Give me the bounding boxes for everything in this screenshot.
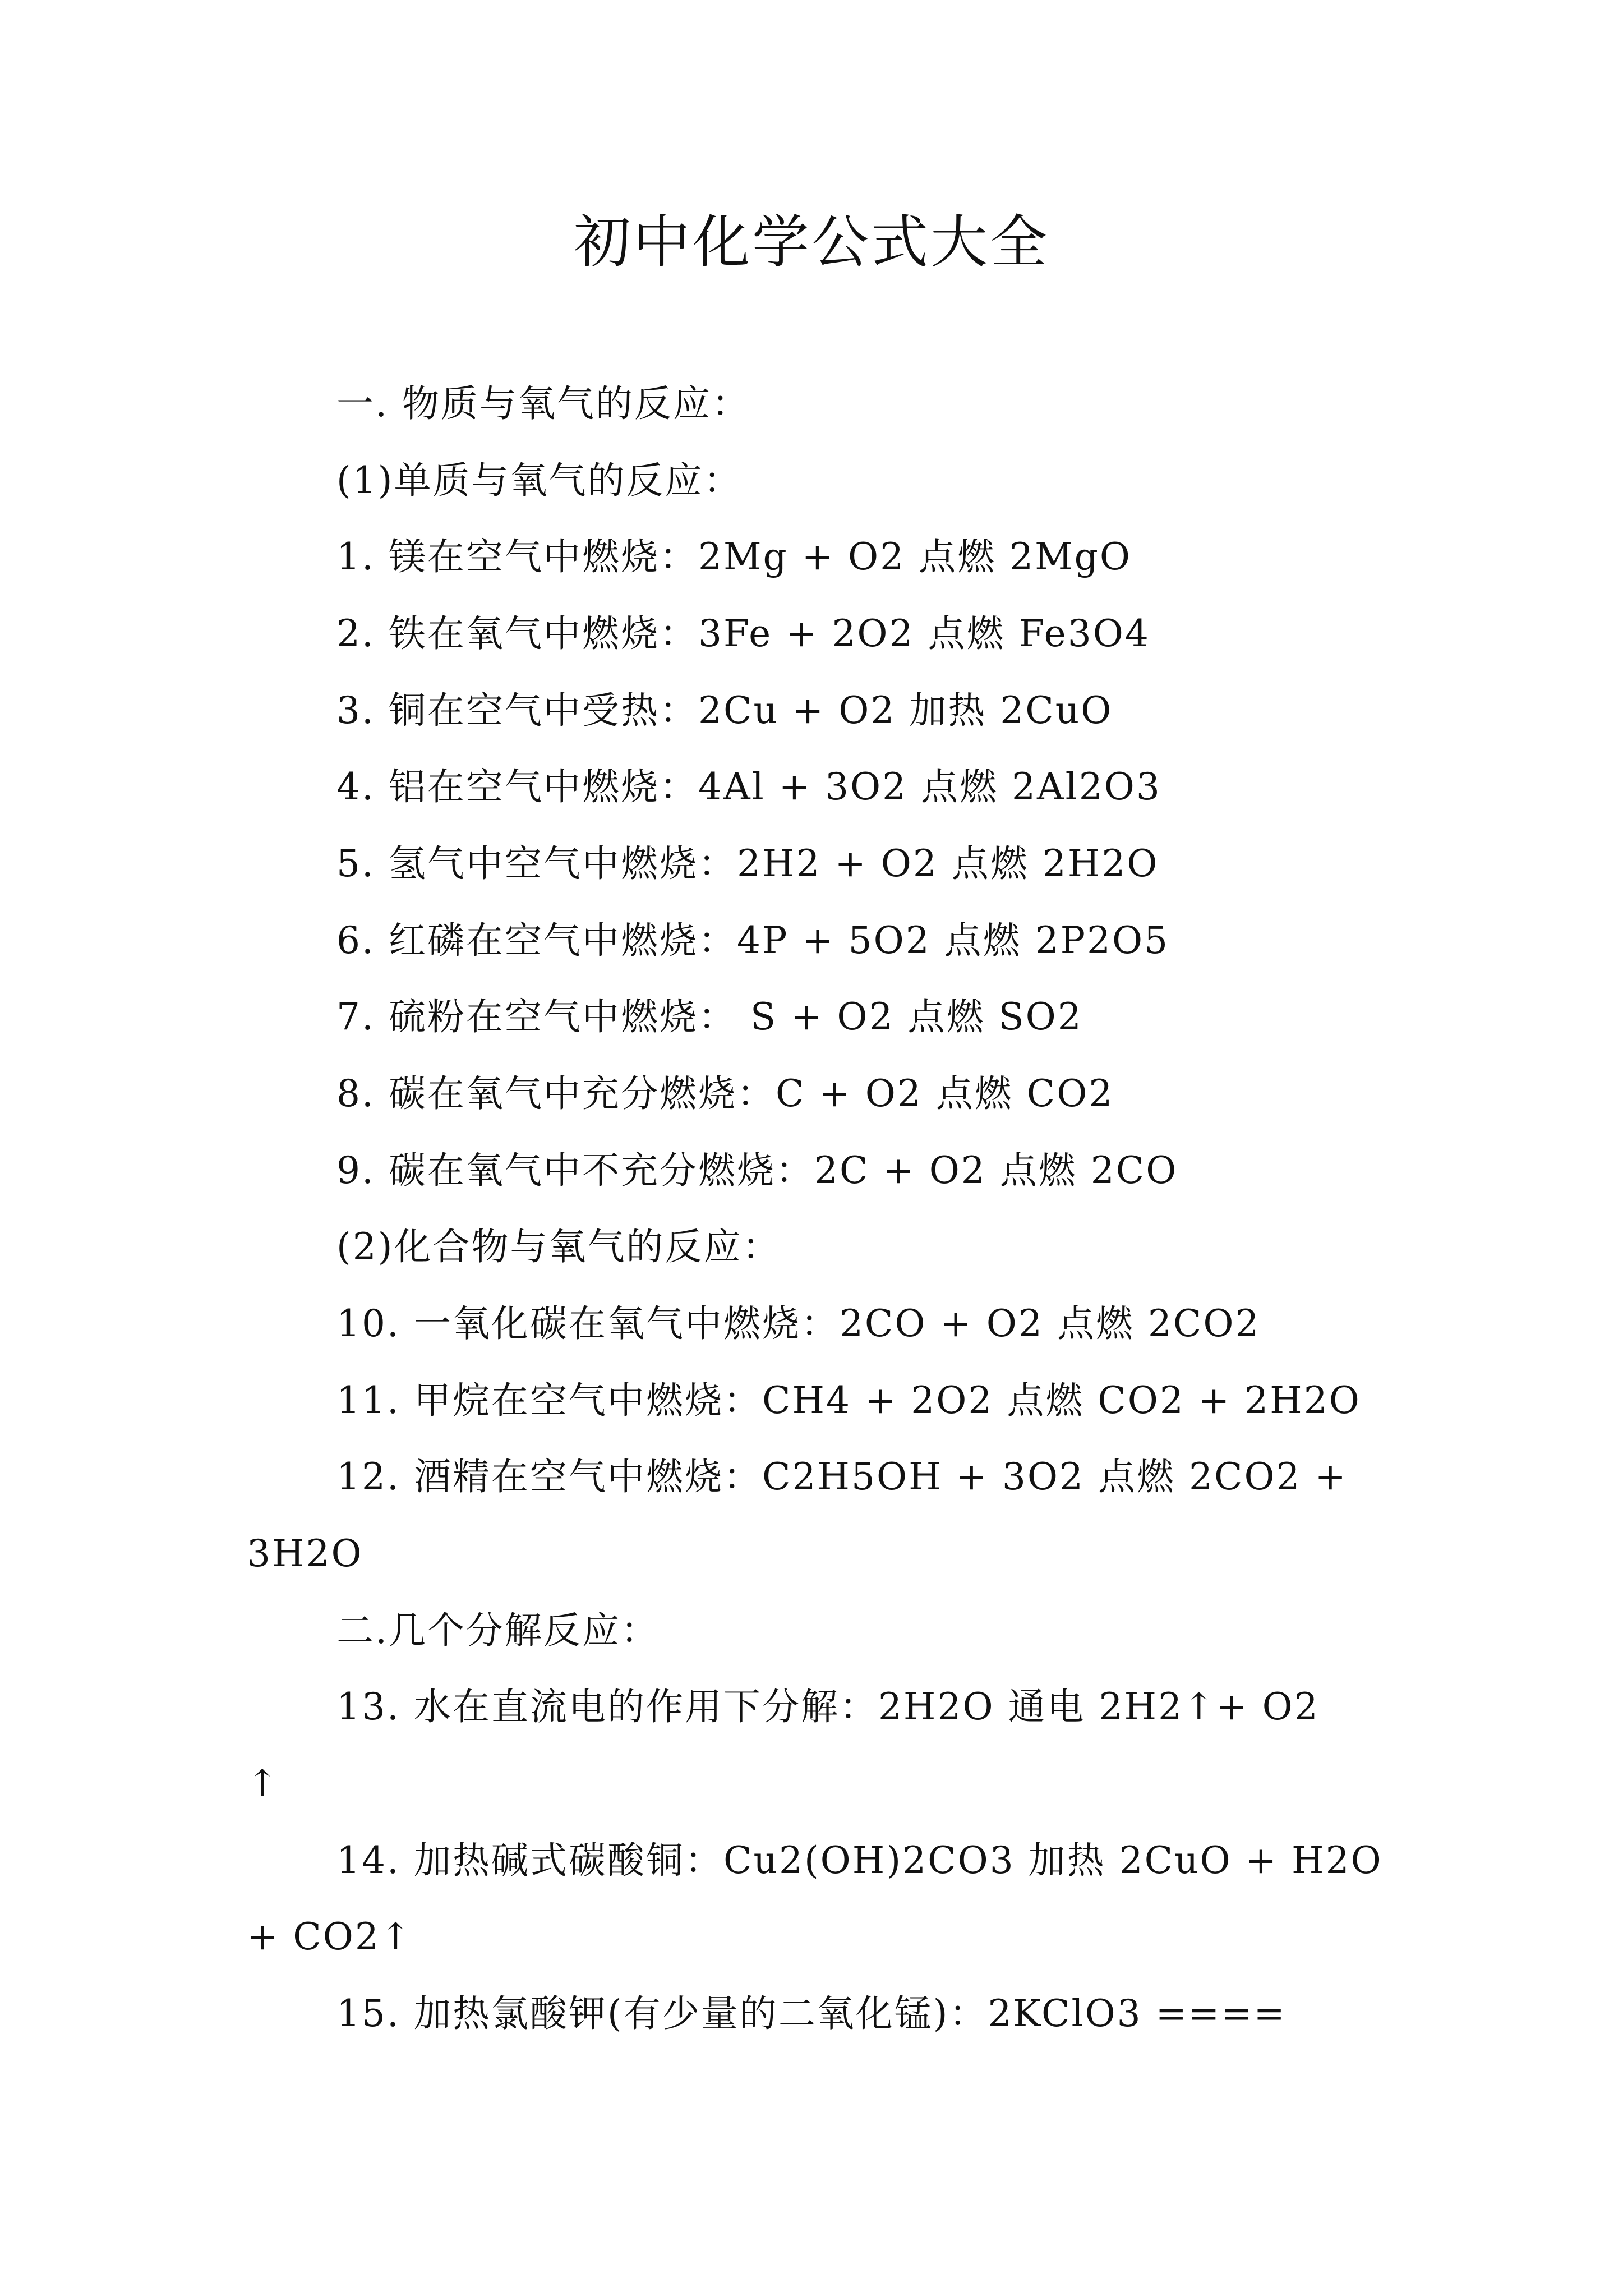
equation-line: 6. 红磷在空气中燃烧：4P + 5O2 点燃 2P2O5 [336, 919, 1170, 962]
equation-line: 10. 一氧化碳在氧气中燃烧：2CO + O2 点燃 2CO2 [336, 1302, 1261, 1345]
equation-line: 4. 铝在空气中燃烧：4Al + 3O2 点燃 2Al2O3 [336, 765, 1161, 808]
equation-line-continuation: ↑ [247, 1762, 280, 1805]
equation-line: 11. 甲烷在空气中燃烧：CH4 + 2O2 点燃 CO2 + 2H2O [336, 1379, 1361, 1422]
equation-line: 1. 镁在空气中燃烧：2Mg + O2 点燃 2MgO [336, 535, 1132, 578]
section-heading-oxygen-reactions: 一. 物质与氧气的反应： [336, 382, 750, 425]
equation-line: 15. 加热氯酸钾(有少量的二氧化锰)：2KClO3 ==== [336, 1992, 1287, 2035]
equation-line-continuation: + CO2↑ [247, 1915, 413, 1958]
equation-line: 7. 硫粉在空气中燃烧： S + O2 点燃 SO2 [336, 995, 1083, 1038]
subsection-heading-compounds: (2)化合物与氧气的反应： [336, 1225, 781, 1268]
equation-line: 3. 铜在空气中受热：2Cu + O2 加热 2CuO [336, 689, 1113, 732]
equation-line: 13. 水在直流电的作用下分解：2H2O 通电 2H2↑+ O2 [336, 1685, 1320, 1728]
equation-line: 9. 碳在氧气中不充分燃烧：2C + O2 点燃 2CO [336, 1149, 1178, 1192]
equation-line: 5. 氢气中空气中燃烧：2H2 + O2 点燃 2H2O [336, 842, 1159, 885]
equation-line: 14. 加热碱式碳酸铜：Cu2(OH)2CO3 加热 2CuO + H2O [336, 1839, 1383, 1882]
section-heading-decomposition: 二.几个分解反应： [336, 1609, 660, 1652]
equation-line-continuation: 3H2O [247, 1532, 363, 1575]
subsection-heading-elements: (1)单质与氧气的反应： [336, 459, 743, 502]
document-title: 初中化学公式大全 [574, 209, 1049, 276]
equation-line: 12. 酒精在空气中燃烧：C2H5OH + 3O2 点燃 2CO2 + [336, 1455, 1348, 1498]
equation-line: 2. 铁在氧气中燃烧：3Fe + 2O2 点燃 Fe3O4 [336, 612, 1150, 655]
equation-line: 8. 碳在氧气中充分燃烧：C + O2 点燃 CO2 [336, 1072, 1114, 1115]
